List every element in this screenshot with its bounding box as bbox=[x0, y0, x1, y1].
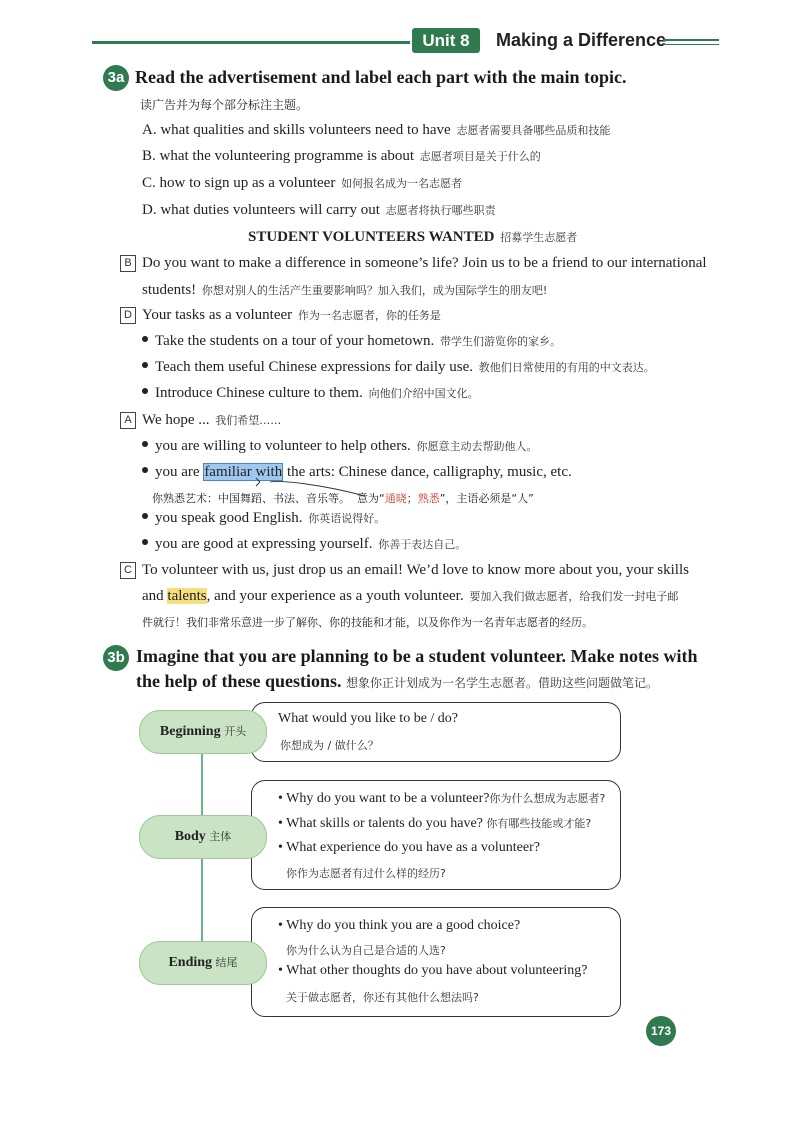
part-c-line3: 件就行！我们非常乐意进一步了解你、你的技能和才能，以及你作为一名青年志愿者的经历。 bbox=[142, 616, 593, 629]
header-rule-left bbox=[92, 41, 410, 44]
body-question-2: • What skills or talents do you have? 你有哪些技能或才能? bbox=[278, 816, 592, 831]
part-c-line2: and talents, and your experience as a youth volunteer. 要加入我们做志愿者，给我们发一封电子邮 bbox=[142, 588, 679, 604]
option-d: D. what duties volunteers will carry out 志愿者将执行哪些职责 bbox=[142, 202, 496, 218]
note-arrow bbox=[200, 478, 370, 502]
ending-question-2-zh: 关于做志愿者，你还有其他什么想法吗? bbox=[286, 991, 479, 1004]
handwritten-note: 你熟悉艺术：中国舞蹈、书法、音乐等。 意为“通晓；熟悉”，主语必须是“人” bbox=[152, 492, 534, 505]
stage-body: Body 主体 bbox=[139, 815, 267, 859]
section-3b-title-line1: Imagine that you are planning to be a student volunteer. Make notes with bbox=[136, 646, 698, 666]
part-d-heading: D Your tasks as a volunteer 作为一名志愿者，你的任务是 bbox=[120, 307, 441, 324]
part-d-bullet-1: Take the students on a tour of your hometown. 带学生们游览你的家乡。 bbox=[142, 333, 561, 350]
section-badge-3a: 3a bbox=[103, 65, 129, 91]
part-d-bullet-3: Introduce Chinese culture to them. 向他们介绍中国文化。 bbox=[142, 385, 479, 402]
section-badge-3b: 3b bbox=[103, 645, 129, 671]
label-box-d[interactable]: D bbox=[120, 307, 136, 324]
label-box-c[interactable]: C bbox=[120, 562, 136, 579]
part-a-bullet-4: you are good at expressing yourself. 你善于表达自己。 bbox=[142, 536, 466, 553]
option-b: B. what the volunteering programme is about 志愿者项目是关于什么的 bbox=[142, 148, 541, 164]
beginning-question: What would you like to be / do? bbox=[278, 711, 459, 726]
part-a-heading: A We hope ... 我们希望…… bbox=[120, 412, 281, 429]
beginning-question-zh: 你想成为 / 做什么？ bbox=[280, 739, 379, 752]
label-box-b[interactable]: B bbox=[120, 255, 136, 272]
body-question-1: • Why do you want to be a volunteer?你为什么想成为志愿者? bbox=[278, 791, 606, 806]
option-a: A. what qualities and skills volunteers need to have 志愿者需要具备哪些品质和技能 bbox=[142, 122, 611, 138]
unit-tag: Unit 8 bbox=[412, 28, 480, 53]
header-rule-right-thin bbox=[663, 44, 719, 45]
part-a-bullet-3: you speak good English. 你英语说得好。 bbox=[142, 510, 385, 527]
part-a-bullet-1: you are willing to volunteer to help others. 你愿意主动去帮助他人。 bbox=[142, 438, 538, 455]
part-d-bullet-2: Teach them useful Chinese expressions for daily use. 教他们日常使用的有用的中文表达。 bbox=[142, 359, 655, 376]
label-box-a[interactable]: A bbox=[120, 412, 136, 429]
ending-question-2: • What other thoughts do you have about volunteering? bbox=[278, 963, 588, 978]
body-question-3: • What experience do you have as a volunteer? bbox=[278, 840, 540, 855]
header-rule-right bbox=[663, 39, 719, 41]
part-b-line2: students! 你想对别人的生活产生重要影响吗？加入我们，成为国际学生的朋友吧! bbox=[142, 282, 548, 298]
page-number: 173 bbox=[646, 1016, 676, 1046]
body-question-3-zh: 你作为志愿者有过什么样的经历? bbox=[286, 867, 446, 880]
part-b-line1: B Do you want to make a difference in someone’s life? Join us to be a friend to our international bbox=[120, 255, 707, 272]
section-3b-title-line2: the help of these questions. 想象你正计划成为一名学生志愿者。借助这些问题做笔记。 bbox=[136, 671, 659, 691]
part-c-line1: C To volunteer with us, just drop us an email! We’d love to know more about you, your skills bbox=[120, 562, 689, 579]
highlight-talents: talents bbox=[167, 588, 207, 604]
ad-title: STUDENT VOLUNTEERS WANTED 招募学生志愿者 bbox=[248, 229, 578, 245]
section-3a-title: Read the advertisement and label each part with the main topic. bbox=[135, 67, 627, 87]
stage-ending: Ending 结尾 bbox=[139, 941, 267, 985]
section-3a-title-zh: 读广告并为每个部分标注主题。 bbox=[140, 98, 309, 112]
option-c: C. how to sign up as a volunteer 如何报名成为一名志愿者 bbox=[142, 175, 463, 191]
part-a-bullet-2: you are familiar with the arts: Chinese dance, calligraphy, music, etc. bbox=[142, 464, 572, 481]
stage-beginning: Beginning 开头 bbox=[139, 710, 267, 754]
unit-title: Making a Difference bbox=[496, 30, 667, 50]
highlight-familiar-with: familiar with bbox=[204, 464, 283, 480]
ending-question-1-zh: 你为什么认为自己是合适的人选? bbox=[286, 944, 446, 957]
ending-question-1: • Why do you think you are a good choice? bbox=[278, 918, 521, 933]
